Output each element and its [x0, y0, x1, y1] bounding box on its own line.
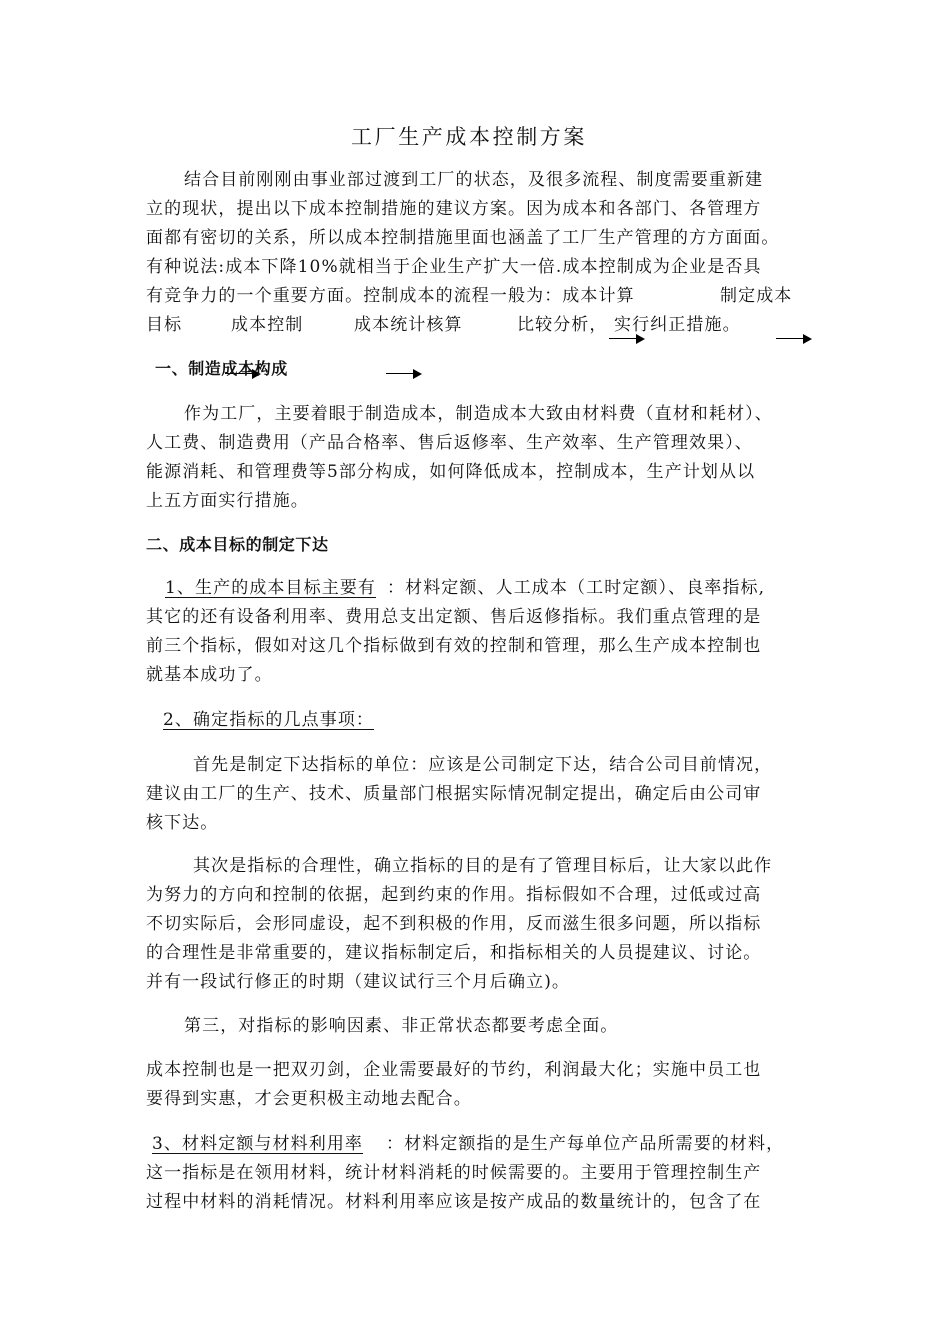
item2-lead: 2、确定指标的几点事项：	[163, 710, 375, 730]
intro-line-5: 有竞争力的一个重要方面。控制成本的流程一般为：成本计算	[146, 286, 635, 306]
flow-arrow-icon	[776, 334, 812, 344]
item2-para4-line-2: 要得到实惠，才会更积极主动地去配合。	[146, 1089, 472, 1109]
flow-arrow-icon	[609, 334, 645, 344]
item2-para4-line-1: 成本控制也是一把双刃剑，企业需要最好的节约，利润最大化；实施中员工也	[146, 1060, 762, 1080]
intro-line-4: 有种说法:成本下降10%就相当于企业生产扩大一倍.成本控制成为企业是否具	[146, 257, 762, 277]
section1-line-1: 作为工厂，主要着眼于制造成本，制造成本大致由材料费（直材和耗材）、	[184, 404, 773, 424]
item1-lead: 1、生产的成本目标主要有	[165, 578, 377, 598]
item1-line-1-rest: ：材料定额、人工成本（工时定额）、良率指标,	[387, 578, 766, 598]
section1-line-2: 人工费、制造费用（产品合格率、售后返修率、生产效率、生产管理效果）、	[146, 433, 753, 453]
item3-line-3: 过程中材料的消耗情况。材料利用率应该是按产成品的数量统计的，包含了在	[146, 1192, 762, 1212]
intro-line-1: 结合目前刚刚由事业部过渡到工厂的状态，及很多流程、制度需要重新建	[184, 170, 764, 190]
section1-line-4: 上五方面实行措施。	[146, 491, 309, 511]
item2-para1-line-3: 核下达。	[146, 813, 219, 833]
intro-line-3: 面都有密切的关系，所以成本控制措施里面也涵盖了工厂生产管理的方方面面。	[146, 228, 780, 248]
flow-arrow-icon	[386, 369, 422, 379]
intro-line-2: 立的现状，提出以下成本控制措施的建议方案。因为成本和各部门、各管理方	[146, 199, 762, 219]
page-title: 工厂生产成本控制方案	[351, 125, 587, 149]
item2-para2-line-1: 其次是指标的合理性，确立指标的目的是有了管理目标后，让大家以此作	[193, 856, 773, 876]
section1-line-3: 能源消耗、和管理费等5部分构成，如何降低成本，控制成本，生产计划从以	[146, 462, 756, 482]
flow-step-3: 成本控制	[231, 315, 304, 335]
item2-para2-line-5: 并有一段试行修正的时期（建议试行三个月后确立)。	[146, 972, 571, 992]
item2-para1-line-2: 建议由工厂的生产、技术、质量部门根据实际情况制定提出，确定后由公司审	[146, 784, 762, 804]
flow-step-5: 比较分析，	[517, 315, 608, 335]
item2-para2-line-3: 不切实际后，会形同虚设，起不到积极的作用，反而滋生很多问题，所以指标	[146, 914, 762, 934]
item1-line-3: 前三个指标，假如对这几个指标做到有效的控制和管理，那么生产成本控制也	[146, 636, 762, 656]
section-heading-2: 二、成本目标的制定下达	[146, 535, 329, 554]
item3-line-2: 这一指标是在领用材料，统计材料消耗的时候需要的。主要用于管理控制生产	[146, 1163, 762, 1183]
flow-step-6: 实行纠正措施。	[614, 315, 741, 335]
item2-para3: 第三，对指标的影响因素、非正常状态都要考虑全面。	[184, 1016, 619, 1036]
item3-line-1-rest: ：材料定额指的是生产每单位产品所需要的材料，	[386, 1134, 785, 1154]
item3-lead: 3、材料定额与材料利用率	[152, 1134, 364, 1154]
section-heading-1: 一、制造成本构成	[155, 359, 288, 378]
item2-para1-line-1: 首先是制定下达指标的单位：应该是公司制定下达，结合公司目前情况，	[193, 755, 773, 775]
item2-para2-line-4: 的合理性是非常重要的，建议指标制定后，和指标相关的人员提建议、讨论。	[146, 943, 762, 963]
flow-step-4: 成本统计核算	[354, 315, 463, 335]
item2-para2-line-2: 为努力的方向和控制的依据，起到约束的作用。指标假如不合理，过低或过高	[146, 885, 762, 905]
flow-step-2-cont: 目标	[146, 315, 183, 335]
item1-line-2: 其它的还有设备利用率、费用总支出定额、售后返修指标。我们重点管理的是	[146, 607, 762, 627]
flow-step-2: 制定成本	[720, 286, 793, 306]
item1-line-4: 就基本成功了。	[146, 665, 273, 685]
